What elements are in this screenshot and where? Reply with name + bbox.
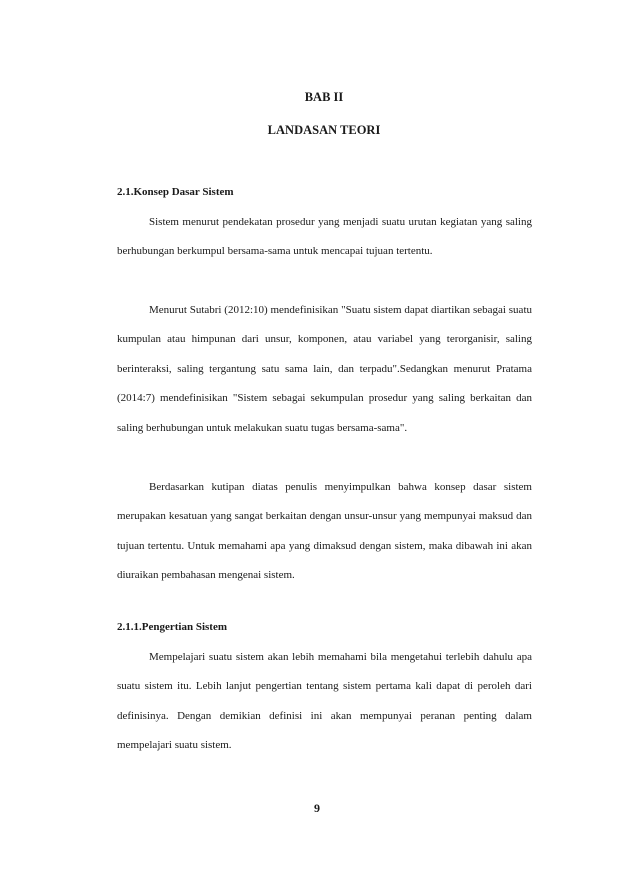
paragraph-pengertian-sistem: Mempelajari suatu sistem akan lebih memahami bila mengetahui terlebih dahulu apa suatu sistem itu. Lebih lanjut pengertian tentang sistem pertama kali dapat di peroleh dari definisinya. Dengan demikian definisi ini akan mempunyai peranan penting dalam mempelajari suatu sistem. (117, 651, 532, 752)
chapter-title: LANDASAN TEORI (267, 123, 381, 137)
paragraph-sutabri-pratama: Menurut Sutabri (2012:10) mendefinisikan "Suatu sistem dapat diartikan sebagai suatu kumpulan atau himpunan dari unsur, komponen, atau variabel yang terorganisir, saling berinteraksi, saling tergantung satu sama lain, dan terpadu".Sedangkan menurut Pratama (2014:7) mendefinisikan "Sistem sebagai sekumpulan prosedur yang saling berkaitan dan saling berhubungan untuk melakukan suatu tugas bersama-sama". (117, 304, 532, 434)
page-number: 9 (314, 801, 320, 815)
paragraph-kesimpulan: Berdasarkan kutipan diatas penulis menyimpulkan bahwa konsep dasar sistem merupakan kesatuan yang sangat berkaitan dengan unsur-unsur yang mempunyai maksud dan tujuan tertentu. Untuk memahami apa yang dimaksud dengan sistem, maka dibawah ini akan diuraikan pembahasan mengenai sistem. (117, 481, 532, 582)
section-heading-2-1-1: 2.1.1.Pengertian Sistem (117, 621, 227, 633)
paragraph-sistem-prosedur: Sistem menurut pendekatan prosedur yang menjadi suatu urutan kegiatan yang saling berhubungan berkumpul bersama-sama untuk mencapai tujuan tertentu. (117, 216, 532, 258)
section-heading-2-1: 2.1.Konsep Dasar Sistem (117, 186, 234, 198)
chapter-number: BAB II (304, 90, 344, 104)
